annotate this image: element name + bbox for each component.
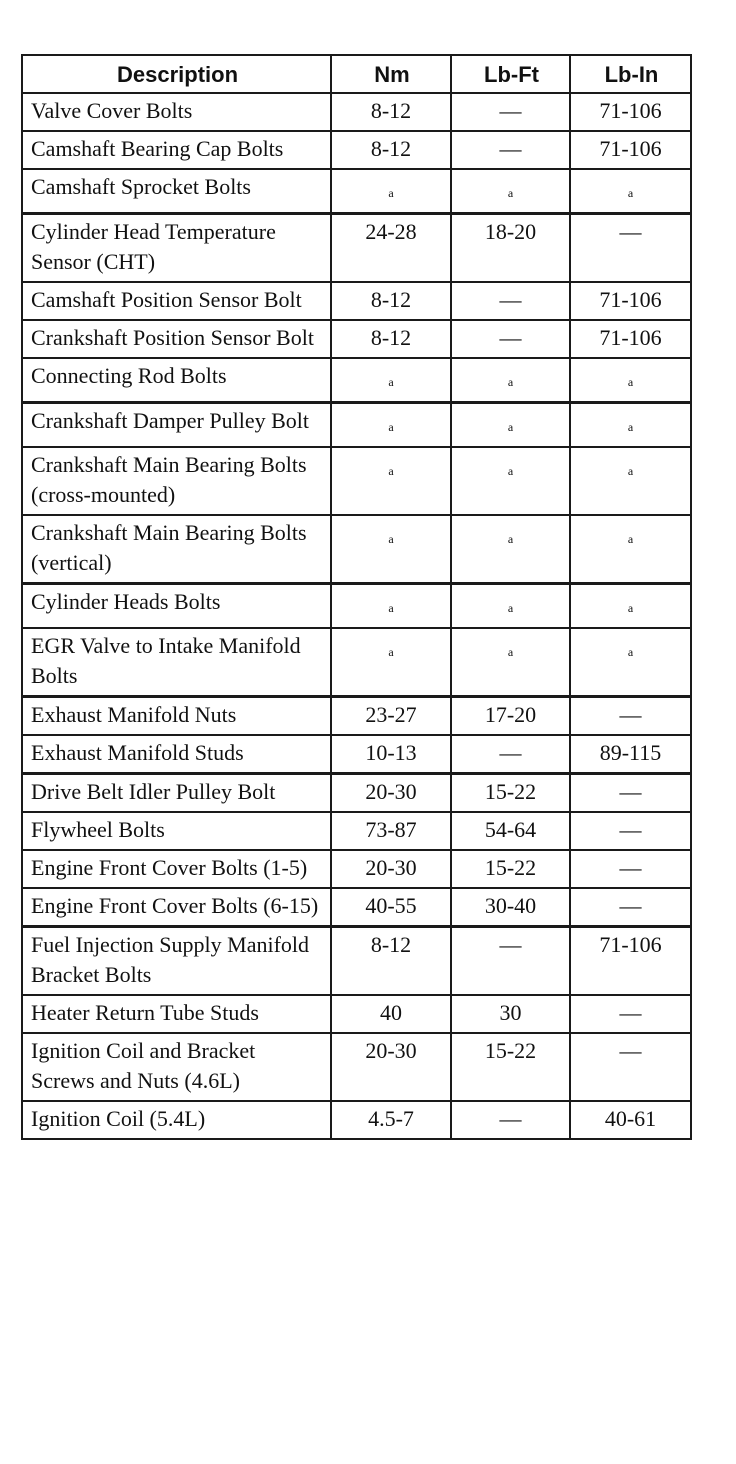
table-row: [22, 927, 691, 996]
cell-lb-in: —: [570, 812, 691, 850]
cell-lb-in: a: [570, 403, 691, 448]
cell-description: Crankshaft Position Sensor Bolt: [22, 320, 331, 358]
cell-description: Connecting Rod Bolts: [22, 358, 331, 403]
cell-nm: 4.5-7: [331, 1101, 451, 1139]
cell-lb-in: 40-61: [570, 1101, 691, 1139]
table-row: [22, 358, 691, 403]
cell-nm: a: [331, 447, 451, 515]
cell-lb-ft: 15-22: [451, 850, 570, 888]
cell-description: Exhaust Manifold Nuts: [22, 697, 331, 736]
table-row: [22, 850, 691, 888]
table-row: [22, 584, 691, 629]
cell-lb-ft: 18-20: [451, 214, 570, 283]
cell-lb-in: —: [570, 214, 691, 283]
cell-description: Camshaft Bearing Cap Bolts: [22, 131, 331, 169]
cell-lb-in: 71-106: [570, 93, 691, 131]
cell-lb-in: a: [570, 358, 691, 403]
table-row: [22, 320, 691, 358]
table-row: [22, 403, 691, 448]
cell-lb-ft: —: [451, 1101, 570, 1139]
torque-specifications-table: [21, 54, 692, 1140]
cell-lb-in: a: [570, 628, 691, 697]
cell-nm: 8-12: [331, 282, 451, 320]
cell-nm: 73-87: [331, 812, 451, 850]
table-row: [22, 169, 691, 214]
cell-lb-ft: a: [451, 584, 570, 629]
header-lb-in: Lb-In: [570, 55, 691, 93]
cell-lb-ft: —: [451, 320, 570, 358]
table-header: [22, 55, 691, 93]
table-row: [22, 995, 691, 1033]
cell-nm: a: [331, 358, 451, 403]
cell-lb-in: —: [570, 697, 691, 736]
cell-lb-ft: —: [451, 282, 570, 320]
cell-nm: a: [331, 628, 451, 697]
table-row: [22, 774, 691, 813]
cell-lb-in: a: [570, 447, 691, 515]
header-lb-ft: Lb-Ft: [451, 55, 570, 93]
cell-nm: a: [331, 169, 451, 214]
cell-lb-in: a: [570, 515, 691, 584]
cell-description: EGR Valve to Intake Manifold Bolts: [22, 628, 331, 697]
cell-lb-ft: 54-64: [451, 812, 570, 850]
cell-lb-ft: 15-22: [451, 1033, 570, 1101]
table-row: [22, 515, 691, 584]
cell-description: Ignition Coil and Bracket Screws and Nuts (4.6L): [22, 1033, 331, 1101]
table-body: [22, 93, 691, 1139]
cell-lb-ft: a: [451, 169, 570, 214]
table-row: [22, 131, 691, 169]
cell-lb-in: 71-106: [570, 282, 691, 320]
cell-description: Engine Front Cover Bolts (6-15): [22, 888, 331, 927]
cell-description: Camshaft Position Sensor Bolt: [22, 282, 331, 320]
cell-lb-in: 89-115: [570, 735, 691, 774]
table-row: [22, 93, 691, 131]
cell-lb-ft: —: [451, 131, 570, 169]
cell-nm: 24-28: [331, 214, 451, 283]
cell-description: Valve Cover Bolts: [22, 93, 331, 131]
cell-description: Engine Front Cover Bolts (1-5): [22, 850, 331, 888]
header-nm: Nm: [331, 55, 451, 93]
cell-nm: 40: [331, 995, 451, 1033]
cell-nm: 23-27: [331, 697, 451, 736]
table-row: [22, 1101, 691, 1139]
cell-nm: a: [331, 515, 451, 584]
cell-description: Camshaft Sprocket Bolts: [22, 169, 331, 214]
cell-nm: 8-12: [331, 131, 451, 169]
cell-lb-ft: 30: [451, 995, 570, 1033]
cell-description: Drive Belt Idler Pulley Bolt: [22, 774, 331, 813]
cell-nm: 20-30: [331, 850, 451, 888]
cell-description: Crankshaft Main Bearing Bolts (cross-mounted): [22, 447, 331, 515]
cell-nm: 8-12: [331, 320, 451, 358]
table-row: [22, 214, 691, 283]
cell-lb-in: —: [570, 774, 691, 813]
cell-description: Heater Return Tube Studs: [22, 995, 331, 1033]
cell-lb-ft: —: [451, 927, 570, 996]
cell-lb-ft: a: [451, 628, 570, 697]
cell-lb-ft: —: [451, 93, 570, 131]
table-row: [22, 697, 691, 736]
table-row: [22, 447, 691, 515]
cell-lb-in: —: [570, 1033, 691, 1101]
cell-lb-ft: 30-40: [451, 888, 570, 927]
cell-lb-in: 71-106: [570, 927, 691, 996]
cell-lb-in: —: [570, 888, 691, 927]
cell-description: Cylinder Head Temperature Sensor (CHT): [22, 214, 331, 283]
cell-lb-in: —: [570, 995, 691, 1033]
table-row: [22, 628, 691, 697]
cell-description: Exhaust Manifold Studs: [22, 735, 331, 774]
cell-lb-in: —: [570, 850, 691, 888]
cell-lb-ft: a: [451, 358, 570, 403]
table-row: [22, 812, 691, 850]
cell-lb-ft: 15-22: [451, 774, 570, 813]
table-row: [22, 888, 691, 927]
cell-nm: 20-30: [331, 774, 451, 813]
cell-lb-in: 71-106: [570, 320, 691, 358]
cell-nm: 10-13: [331, 735, 451, 774]
cell-nm: 8-12: [331, 93, 451, 131]
cell-lb-ft: a: [451, 447, 570, 515]
cell-nm: 40-55: [331, 888, 451, 927]
cell-description: Flywheel Bolts: [22, 812, 331, 850]
cell-lb-ft: a: [451, 403, 570, 448]
cell-description: Fuel Injection Supply Manifold Bracket Bolts: [22, 927, 331, 996]
cell-description: Ignition Coil (5.4L): [22, 1101, 331, 1139]
table-row: [22, 1033, 691, 1101]
cell-description: Crankshaft Main Bearing Bolts (vertical): [22, 515, 331, 584]
cell-nm: a: [331, 584, 451, 629]
cell-description: Cylinder Heads Bolts: [22, 584, 331, 629]
cell-lb-ft: —: [451, 735, 570, 774]
cell-nm: 20-30: [331, 1033, 451, 1101]
cell-lb-in: a: [570, 169, 691, 214]
table-row: [22, 282, 691, 320]
header-description: Description: [22, 55, 331, 93]
cell-lb-in: a: [570, 584, 691, 629]
cell-lb-ft: a: [451, 515, 570, 584]
cell-nm: 8-12: [331, 927, 451, 996]
cell-lb-ft: 17-20: [451, 697, 570, 736]
cell-nm: a: [331, 403, 451, 448]
cell-lb-in: 71-106: [570, 131, 691, 169]
cell-description: Crankshaft Damper Pulley Bolt: [22, 403, 331, 448]
table-row: [22, 735, 691, 774]
header-row: [22, 55, 691, 93]
